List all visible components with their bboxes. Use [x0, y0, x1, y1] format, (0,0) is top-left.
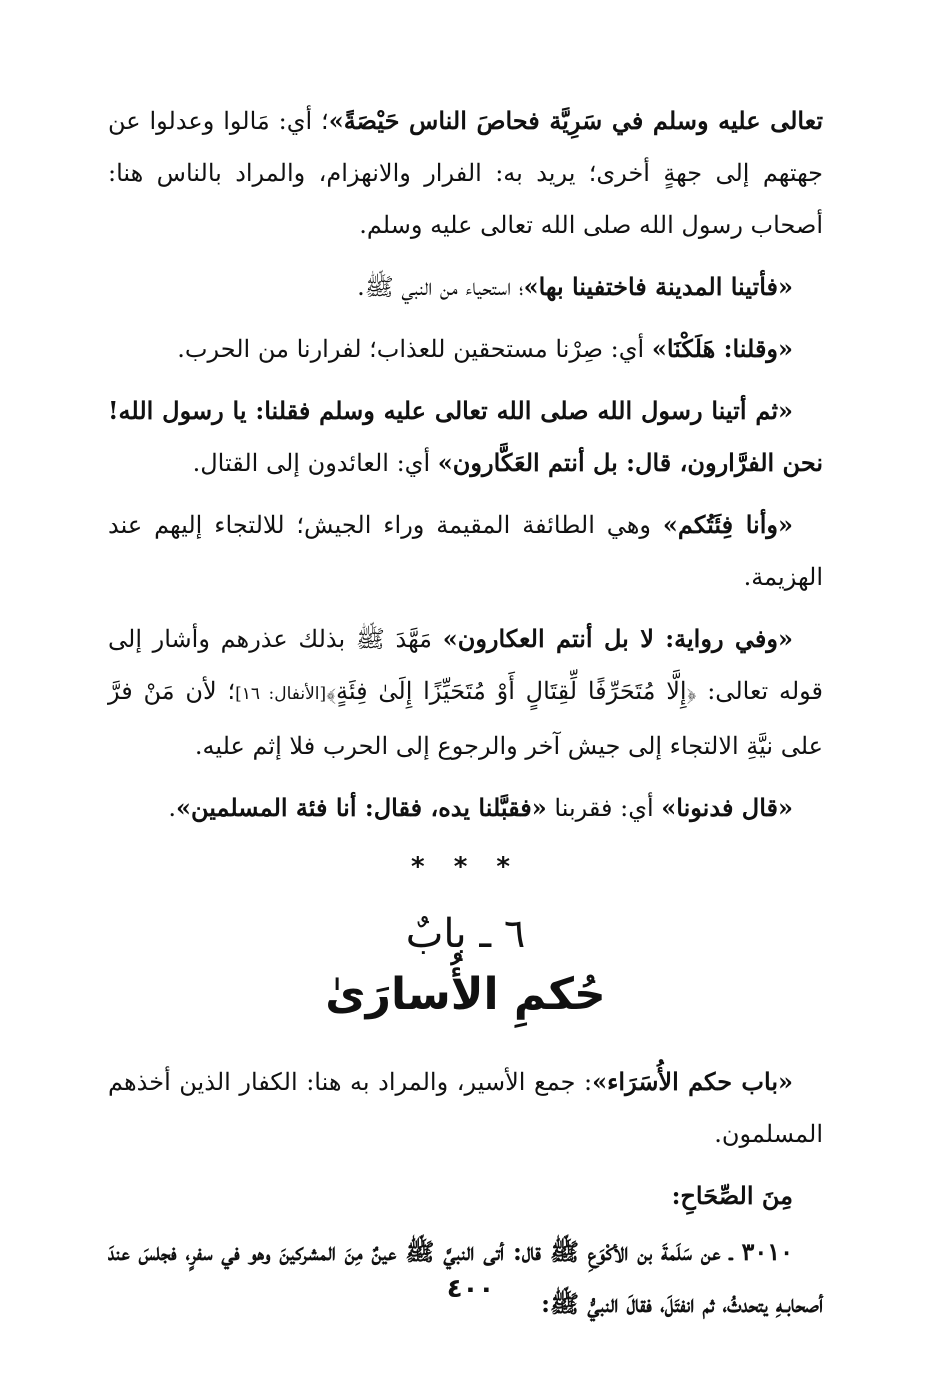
commentary-text: أي: صِرْنا مستحقين للعذاب؛ لفرارنا من الحرب.: [177, 335, 652, 363]
hadith-quote: «وقلنا: هَلَكْنَا»: [651, 334, 793, 363]
commentary-text: ؛ استحياء من النبي ﷺ.: [357, 273, 524, 301]
paragraph-3: [108, 323, 823, 375]
hadith-quote: «وفي رواية: لا بل أنتم العكارون»: [442, 624, 793, 653]
hadith-quote: «فقبَّلنا يده، فقال: أنا فئة المسلمين»: [175, 793, 547, 822]
paragraph-6: [108, 613, 823, 772]
commentary-text: أي: فقربنا: [546, 794, 662, 822]
paragraph-8: [108, 1056, 823, 1160]
commentary-text: ؛ أي: مَالوا وعدلوا عن جهتهم إلى جهةٍ أخرى؛ يريد به: الفرار والانهزام، والمراد بالناس هنا: أصحاب رسول الله صلى الله تعالى عليه وسلم.: [108, 107, 823, 239]
hadith-text: ٣٠١٠ ـ عن سَلَمةَ بن الأكْوَعِ ﷺ قال: أتى النبيَّ ﷺ عينٌ مِنَ المشركينَ وهو في سفرٍ، فجلسَ عندَ أصحابـهِ يتحدثُ، ثم انفتَلَ، فقالَ النبيُّ ﷺ:: [108, 1237, 823, 1318]
chapter-number: ٦ ـ بابٌ: [405, 911, 526, 957]
paragraph-1: [108, 95, 823, 251]
page-number: ٤٠٠: [446, 1274, 495, 1304]
commentary-text: وهي الطائفة المقيمة وراء الجيش؛ للالتجاء إليهم عند الهزيمة.: [108, 511, 823, 591]
paragraph-7: [108, 782, 823, 834]
paragraph-2: [108, 261, 823, 313]
commentary-text: ؛ لأن مَنْ فرَّ على نيَّةِ الالتجاء إلى جيش آخر والرجوع إلى الحرب فلا إثم عليه.: [108, 677, 823, 760]
hadith-quote: «قال فدنونا»: [661, 793, 793, 822]
hadith-quote: «فأتينا المدينة فاختفينا بها»: [523, 272, 793, 301]
section-subheading: مِنَ الصِّحَاحِ:: [671, 1181, 793, 1210]
hadith-quote: «ثم أتينا رسول الله صلى الله تعالى عليه وسلم فقلنا: يا رسول الله! نحن الفرَّارون، قال: بل أنتم العَكَّارون»: [108, 396, 823, 477]
paragraph-4: [108, 385, 823, 489]
chapter-title: حُكمِ الأُسارَىٰ: [325, 969, 606, 1020]
hadith-quote: تعالى عليه وسلم في سَرِيَّة فحاصَ الناس حَيْصَةً»: [328, 106, 824, 135]
quran-reference: [الأنفال: ١٦]: [235, 684, 327, 704]
hadith-quote: «وأنا فِئَتُكم»: [662, 510, 793, 539]
commentary-text: أي: العائدون إلى القتال.: [192, 449, 438, 477]
page-body: [108, 95, 824, 1318]
commentary-text: .: [168, 794, 176, 822]
hadith-quote: «باب حكم الأُسَرَاء»: [592, 1067, 793, 1096]
commentary-text: : جمع الأسير، والمراد به هنا: الكفار الذين أخذهم المسلمون.: [108, 1068, 823, 1148]
paragraph-5: [108, 499, 823, 603]
commentary-text: مَهَّدَ ﷺ بذلك عذرهم وأشار إلى قوله تعالى: ﴿إِلَّا مُتَحَرِّفًا لِّقِتَالٍ أَوْ مُتَحَيِّزًا إِلَىٰ فِئَةٍ﴾: [108, 625, 824, 705]
section-separator: * * *: [411, 852, 520, 882]
